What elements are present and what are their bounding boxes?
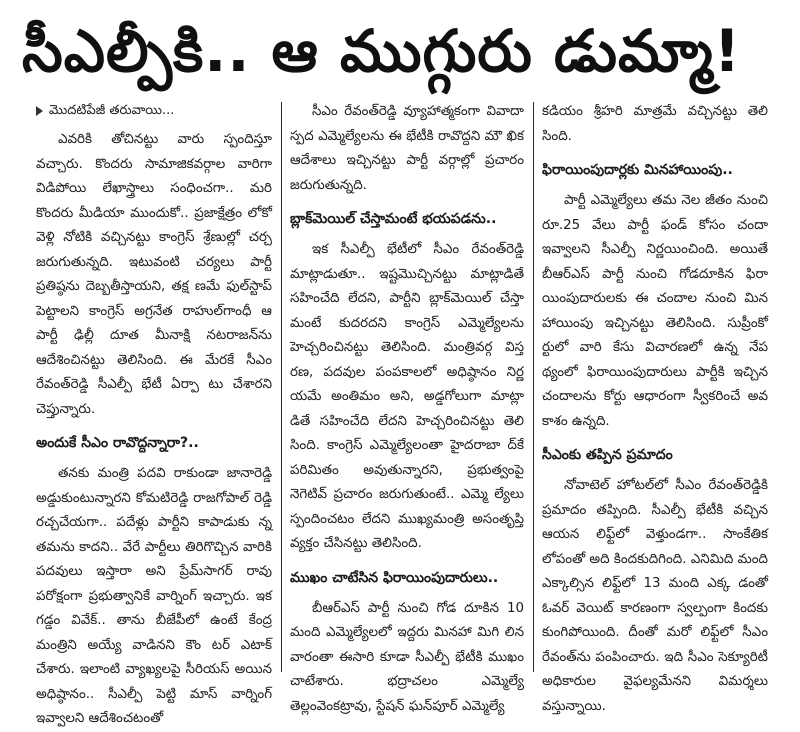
column-divider — [281, 102, 282, 672]
subheading: ముఖం చాటేసిన ఫిరాయింపుదారులు.. — [290, 569, 499, 586]
paragraph: నోవాటెల్ హోటల్‌లో సీఎం రేవంత్‌రెడ్డికి ప్రమాదం తప్పింది. సీఎల్పీ భేటీకి వచ్చిన ఆయన లిఫ్ట్‌లో వెళ్తుండగా.. సాంకేతిక లోపంతో అది కిందకుదిగింది. ఎనిమిది మంది ఎక్కాల్సిన లిఫ్ట్‌లో 13 మంది ఎక్క డంతో ఓవర్ వెయిట్ కారణంగా స్వల్పంగా కిందకు కుంగిపోయింది. దీంతో మరో లిఫ్ట్‌లో సీఎం రేవంత్‌ను పంపించారు. ఇది సీఎం సెక్యూరిటీ అధికారుల వైఫల్యమేనని విమర్శలు వస్తున్నాయి. — [542, 478, 768, 714]
subheading: ఫిరాయింపుదార్లకు మినహాయింపు.. — [542, 162, 733, 178]
paragraph: తనకు మంత్రి పదవి రాకుండా జానారెడ్డి అడ్డుకుంటున్నారని కోమటిరెడ్డి రాజగోపాల్ రెడ్డి రచ్చచేయగా.. పదేళ్లు పార్టీని కాపాడుకు న్న తమను కాదని.. వేరే పార్టీలు తిరిగొచ్చిన వారికి పదవులు ఇస్తారా అని ప్రేమ్‌సాగర్ రావు పరోక్షంగా ప్రభుత్వానికే వార్నింగ్ ఇచ్చారు. ఇక గడ్డం వివేక్.. తాను బీజేపీలో ఉంటే కేంద్ర మంత్రిని అయ్యే వాడినని కౌం టర్ ఎటాక్ చేశారు. ఇలాంటి వ్యాఖ్యలపై సీరియస్ అయిన అధిష్ఠానం.. సీఎల్పీ పెట్టి మాస్ వార్నింగ్ ఇవ్వాలని ఆదేశించటంతో — [36, 466, 272, 726]
continued-from-front-page[interactable] — [36, 100, 272, 122]
article-column-3 — [542, 100, 768, 714]
subheading: అందుకే సీఎం రావొద్దన్నారా?.. — [36, 435, 199, 451]
paragraph: సీఎం రేవంత్‌రెడ్డి వ్యూహాత్మకంగా వివాదా స్పద ఎమ్మెల్యేలను ఈ భేటీకి రావొద్దని మౌ ఖిక ఆదేశాలు ఇచ్చినట్టు పార్టీ వర్గాల్లో ప్రచారం జరుగుతున్నది. — [290, 104, 524, 193]
paragraph: పార్టీ ఎమ్మెల్యేలు తమ నెల జీతం నుంచి రూ.25 వేలు పార్టీ ఫండ్ కోసం చందా ఇవ్వాలని సీఎల్పీ నిర్ణయించింది. అయితే బీఆర్ఎస్ పార్టీ నుంచి గోడదూకిన ఫిరా యింపుదారులకు ఈ చందాల నుంచి మిన హాయింపు ఇచ్చినట్టు తెలిసింది. సుప్రీంకో ర్టులో వారి కేసు విచారణలో ఉన్న నేప థ్యంలో ఫిరాయింపుదారులు పార్టీకి ఇచ్చిన చందాలను కోర్టు ఆధారంగా స్వీకరించే అవ కాశం ఉన్నది. — [542, 193, 768, 429]
headline: సీఎల్పీకి.. ఆ ముగ్గురు డుమ్మా! — [22, 17, 742, 85]
paragraph: ఎవరికి తోచినట్టు వారు స్పందిస్తూ వచ్చారు. కొందరు సామాజికవర్గాల వారిగా విడిపోయి లేఖాస్త్రాలు సంధించగా.. మరి కొందరు మీడియా ముందుకో.. ప్రజాక్షేత్రం లోకో వెళ్లి నోటికి వచ్చినట్టు కాంగ్రెస్ శ్రేణుల్లో చర్చ జరుగుతున్నది. ఇటువంటి చర్యలు పార్టీ ప్రతిష్ఠను దెబ్బతీస్తాయని, తక్ష ణమే ఫుల్‌స్టాప్ పెట్టాలని కాంగ్రెస్ అగ్రనేత రాహుల్‌గాంధీ ఆ పార్టీ ఢిల్లీ దూత మీనాక్షి నటరాజన్‌ను ఆదేశించినట్టు తెలిసింది. ఈ మేరకే సీఎం రేవంత్‌రెడ్డి సీఎల్పీ భేటీ ఏర్పా టు చేశారని చెప్తున్నారు. — [36, 132, 272, 417]
paragraph: కడియం శ్రీహరి మాత్రమే వచ్చినట్టు తెలి సింది. — [542, 104, 768, 144]
subheading: బ్లాక్‌మెయిల్ చేస్తామంటే భయపడను.. — [290, 211, 497, 227]
chevron-right-icon — [36, 106, 43, 116]
paragraph: బీఆర్ఎస్ పార్టీ నుంచి గోడ దూకిన 10 మంది ఎమ్మెల్యేలలో ఇద్దరు మినహా మిగి లిన వారంతా ఈసారి కూడా సీఎల్పీ భేటీకి ముఖం చాటేశారు. భద్రాచలం ఎమ్మెల్యే తెల్లంవెంకట్రావు, స్టేషన్ ఘన్‌పూర్ ఎమ్మెల్యే — [290, 600, 524, 714]
column-divider — [533, 102, 534, 672]
article-column-2 — [290, 100, 524, 714]
paragraph: ఇక సీఎల్పీ భేటీలో సీఎం రేవంత్‌రెడ్డి మాట్లాడుతూ.. ఇష్టమొచ్చినట్టు మాట్లాడితే సహించేది లేదని, పార్టీని బ్లాక్‌మెయిల్ చేస్తా మంటే కుదరదని కాంగ్రెస్ ఎమ్మెల్యేలను హెచ్చరించినట్టు తెలిసింది. మంత్రివర్గ విస్త రణ, పదవుల పంపకాలలో అధిష్ఠానం నిర్ణ యమే అంతిమం అని, అడ్డగోలుగా మాట్లా డితే సహించేది లేదని హెచ్చరించినట్టు తెలి సింది. కాంగ్రెస్ ఎమ్మెల్యేలంతా హైదరాబా ద్‌కే పరిమితం అవుతున్నారని, ప్రభుత్వంపై నెగెటివ్ ప్రచారం జరుగుతుంటే.. ఎమ్మె ల్యేలు స్పందించటం లేదని ముఖ్యమంత్రి అసంతృప్తి వ్యక్తం చేసినట్టు తెలిసింది. — [290, 242, 524, 551]
kicker-label: మొదటిపేజీ తరువాయి... — [49, 103, 175, 118]
subheading: సీఎంకు తప్పిన ప్రమాదం — [542, 447, 673, 463]
article-column-1 — [36, 100, 272, 726]
